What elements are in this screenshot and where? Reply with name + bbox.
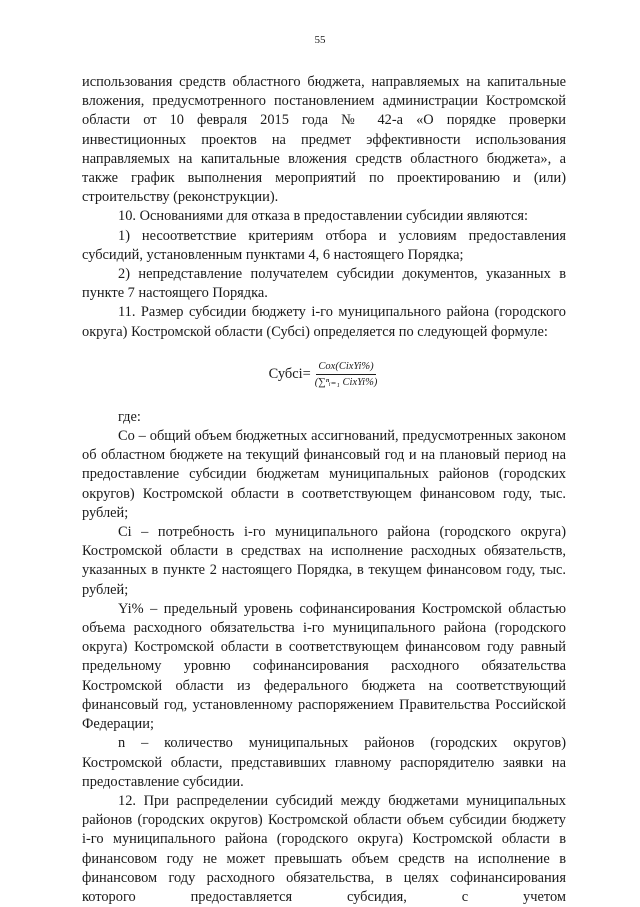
formula-denominator: (∑ⁿᵢ₌₁ CixYi%): [314, 377, 378, 389]
paragraph-continuation: использования средств областного бюджета, направляемых на капитальные вложения, предусмотренного постановлением администрации Костромской области от 10 февраля 2015 года № 42-а «О порядке проверки инвестиционных проектов на предмет эффективности использования направляемых на капитальные вложения средств областного бюджета», а также график выполнения мероприятий по проектированию и (или) строительству (реконструкции).: [82, 74, 566, 206]
paragraph-where: где:: [118, 408, 141, 425]
paragraph-item-10: 10. Основаниями для отказа в предоставлении субсидии являются:: [118, 208, 528, 225]
document-body: [82, 73, 566, 907]
paragraph-subitem-1: 1) несоответствие критериям отбора и условиям предоставления субсидий, установленным пунктами 4, 6 настоящего Порядка;: [82, 227, 566, 263]
paragraph-item-11: 11. Размер субсидии бюджету i-го муниципального района (городского округа) Костромской области (Субсi) определяется по следующей формуле:: [82, 304, 566, 340]
paragraph-def-yi: Yi% – предельный уровень софинансирования Костромской областью объема расходного обязательства i-го муниципального района (городского округа) Костромской области в соответствующем финансовом году равный предельному уровню софинансирования расходного обязательства Костромской области из федерального бюджета на соответствующий финансовый год, установленному распоряжением Правительства Российской Федерации;: [82, 600, 566, 733]
formula-lhs: Субсi=: [268, 366, 311, 383]
subsidy-formula: [82, 342, 566, 408]
paragraph-def-ci: Ci – потребность i-го муниципального района (городского округа) Костромской области в средствах на исполнение расходных обязательств, указанных в пункте 2 настоящего Порядка, в текущем финансовом году, тыс. рублей;: [82, 524, 566, 598]
page-number: 55: [314, 34, 326, 46]
formula-fraction: [313, 360, 380, 389]
formula-numerator: Cox(CixYi%): [316, 360, 375, 375]
paragraph-item-12: 12. При распределении субсидий между бюджетами муниципальных районов (городских округов) Костромской области объем субсидии бюджету i-го муниципального района (городского округа) Костромской области в финансовом году не может превышать объем средств на исполнение в финансовом году расходного обязательства, в целях софинансирования которого предоставляется субсидия, с учетом: [82, 792, 566, 905]
paragraph-def-n: n – количество муниципальных районов (городских округов) Костромской области, представивших главному распорядителю заявки на предоставление субсидии.: [82, 735, 566, 790]
paragraph-def-co: Со – общий объем бюджетных ассигнований, предусмотренных законом об областном бюджете на текущий финансовый год и на плановый период на предоставление субсидии бюджетам муниципальных районов (городских округов) Костромской области в соответствующем финансовом году, тыс. рублей;: [82, 428, 566, 521]
paragraph-subitem-2: 2) непредставление получателем субсидии документов, указанных в пункте 7 настоящего Порядка.: [82, 266, 566, 302]
